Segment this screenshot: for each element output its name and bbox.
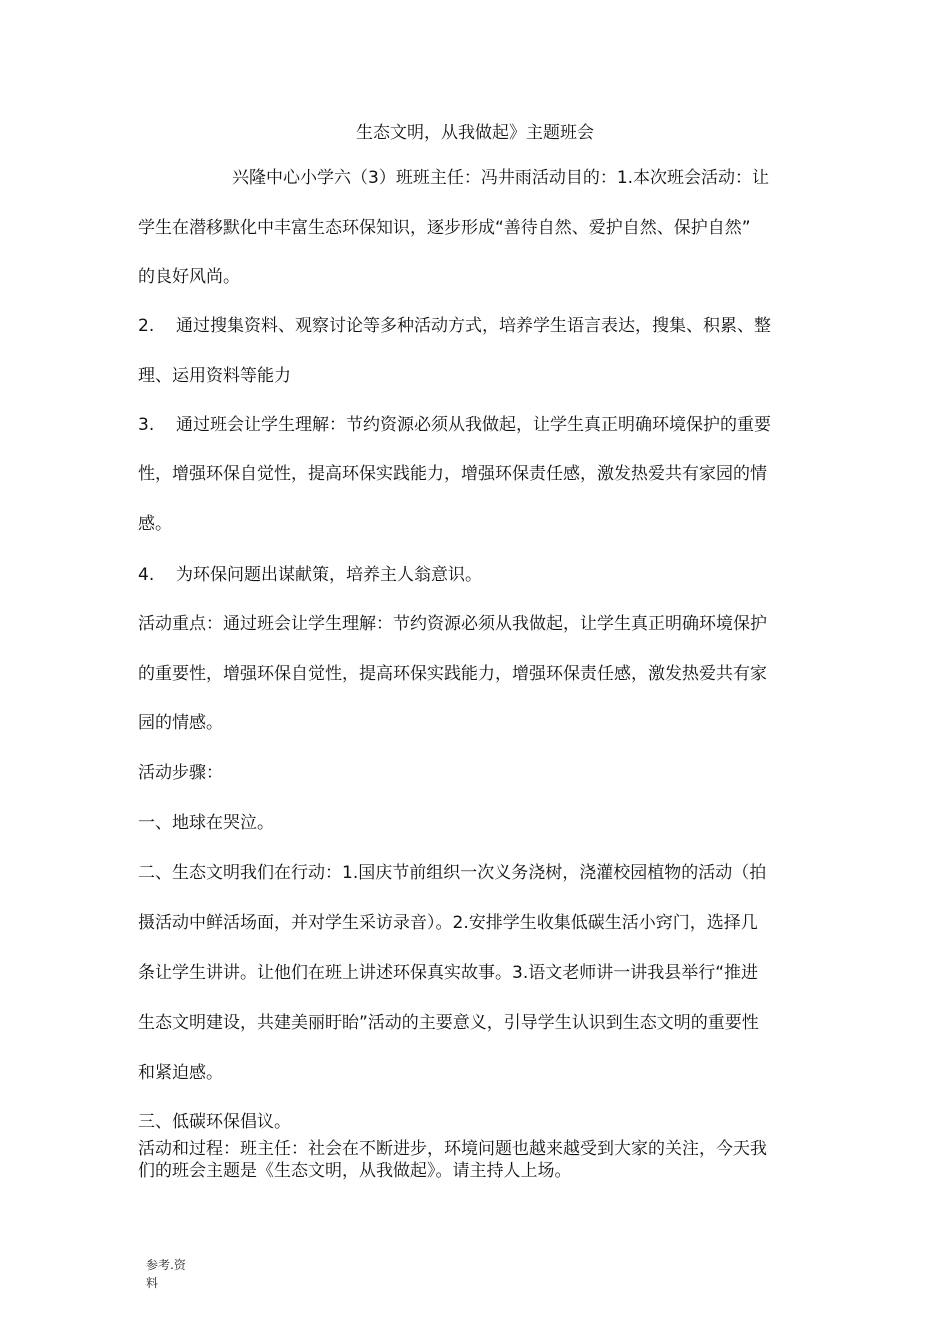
item-4-text: 为环保问题出谋献策，培养主人翁意识。	[176, 565, 482, 585]
item-3-line-1	[138, 411, 818, 439]
document-title: 生态文明，从我做起》主题班会	[356, 123, 594, 143]
item-3-text: 通过班会让学生理解：节约资源必须从我做起，让学生真正明确环境保护的重要	[176, 415, 771, 435]
item-3-number: 3.	[138, 415, 155, 435]
item-2-number: 2.	[138, 316, 155, 336]
item-2-text: 通过搜集资料、观察讨论等多种活动方式，培养学生语言表达，搜集、积累、整	[176, 316, 771, 336]
step-2-line-2: 摄活动中鲜活场面，并对学生采访录音）。2.安排学生收集低碳生活小窍门，选择几	[138, 913, 758, 933]
focus-line-3: 园的情感。	[138, 713, 223, 733]
item-4-number: 4.	[138, 565, 155, 585]
item-3-line-3: 感。	[138, 514, 172, 534]
item-4-line-1	[138, 561, 818, 589]
step-2-line-4: 生态文明建设，共建美丽盱眙”活动的主要意义，引导学生认识到生态文明的重要性	[138, 1013, 759, 1033]
intro-line-3: 的良好风尚。	[138, 267, 240, 287]
step-3: 三、低碳环保倡议。	[138, 1112, 291, 1132]
intro-line-2: 学生在潜移默化中丰富生态环保知识，逐步形成“善待自然、爱护自然、保护自然”	[138, 218, 751, 238]
steps-heading: 活动步骤：	[138, 763, 223, 783]
focus-line-1: 活动重点：通过班会让学生理解：节约资源必须从我做起，让学生真正明确环境保护	[138, 614, 767, 634]
process-line-1: 活动和过程：班主任：社会在不断进步，环境问题也越来越受到大家的关注，今天我	[138, 1139, 767, 1159]
page-footer	[146, 1256, 206, 1292]
focus-line-2: 的重要性，增强环保自觉性，提高环保实践能力，增强环保责任感，激发热爱共有家	[138, 664, 767, 684]
footer-line-1: 参考.资	[146, 1258, 186, 1272]
step-2-line-1: 二、生态文明我们在行动：1.国庆节前组织一次义务浇树，浇灌校园植物的活动（拍	[138, 863, 767, 883]
footer-line-2: 料	[146, 1276, 159, 1290]
item-2-line-1	[138, 312, 818, 340]
intro-line-1: 兴隆中心小学六（3）班班主任：冯井雨活动目的：1.本次班会活动：让	[232, 168, 770, 188]
step-2-line-5: 和紧迫感。	[138, 1063, 223, 1083]
item-2-line-2: 理、运用资料等能力	[138, 366, 291, 386]
item-3-line-2: 性，增强环保自觉性，提高环保实践能力，增强环保责任感，激发热爱共有家园的情	[138, 464, 767, 484]
step-2-line-3: 条让学生讲讲。让他们在班上讲述环保真实故事。3.语文老师讲一讲我县举行“推进	[138, 963, 759, 983]
step-1: 一、地球在哭泣。	[138, 813, 274, 833]
process-line-2: 们的班会主题是《生态文明，从我做起》。请主持人上场。	[138, 1161, 572, 1181]
